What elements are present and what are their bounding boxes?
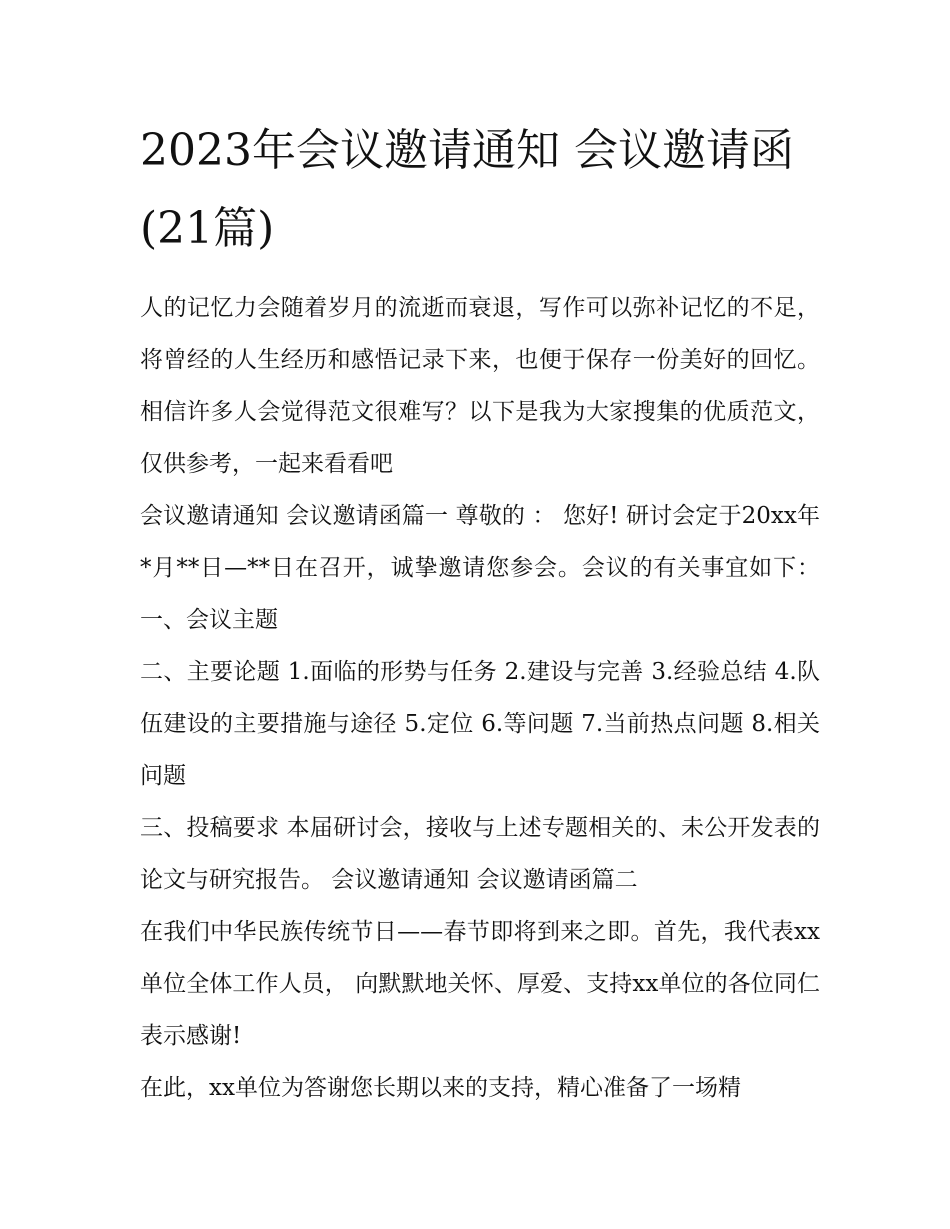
document-page [140,112,820,1114]
paragraph-topics: 二、主要论题 1.面临的形势与任务 2.建设与完善 3.经验总结 4.队伍建设的主要措施与途径 5.定位 6.等问题 7.当前热点问题 8.相关问题 [140,659,820,789]
paragraph-submission: 三、投稿要求 本届研讨会，接收与上述专题相关的、未公开发表的论文与研究报告。 会议邀请通知 会议邀请函篇二 [140,815,820,893]
paragraph-invitation-one: 会议邀请通知 会议邀请函篇一 尊敬的 ： 您好! 研讨会定于20xx年*月**日—**日在召开，诚挚邀请您参会。会议的有关事宜如下： 一、会议主题 [140,503,820,633]
document-title: 2023年会议邀请通知 会议邀请函(21篇) [140,125,794,254]
paragraph-spring-festival: 在我们中华民族传统节日——春节即将到来之即。首先，我代表xx单位全体工作人员， 向默默地关怀、厚爱、支持xx单位的各位同仁表示感谢! [140,919,820,1049]
paragraph-intro: 人的记忆力会随着岁月的流逝而衰退，写作可以弥补记忆的不足，将曾经的人生经历和感悟记录下来，也便于保存一份美好的回忆。相信许多人会觉得范文很难写？以下是我为大家搜集的优质范文，仅供参考，一起来看看吧 [140,295,820,477]
paragraph-event: 在此，xx单位为答谢您长期以来的支持，精心准备了一场精 [140,1075,741,1101]
